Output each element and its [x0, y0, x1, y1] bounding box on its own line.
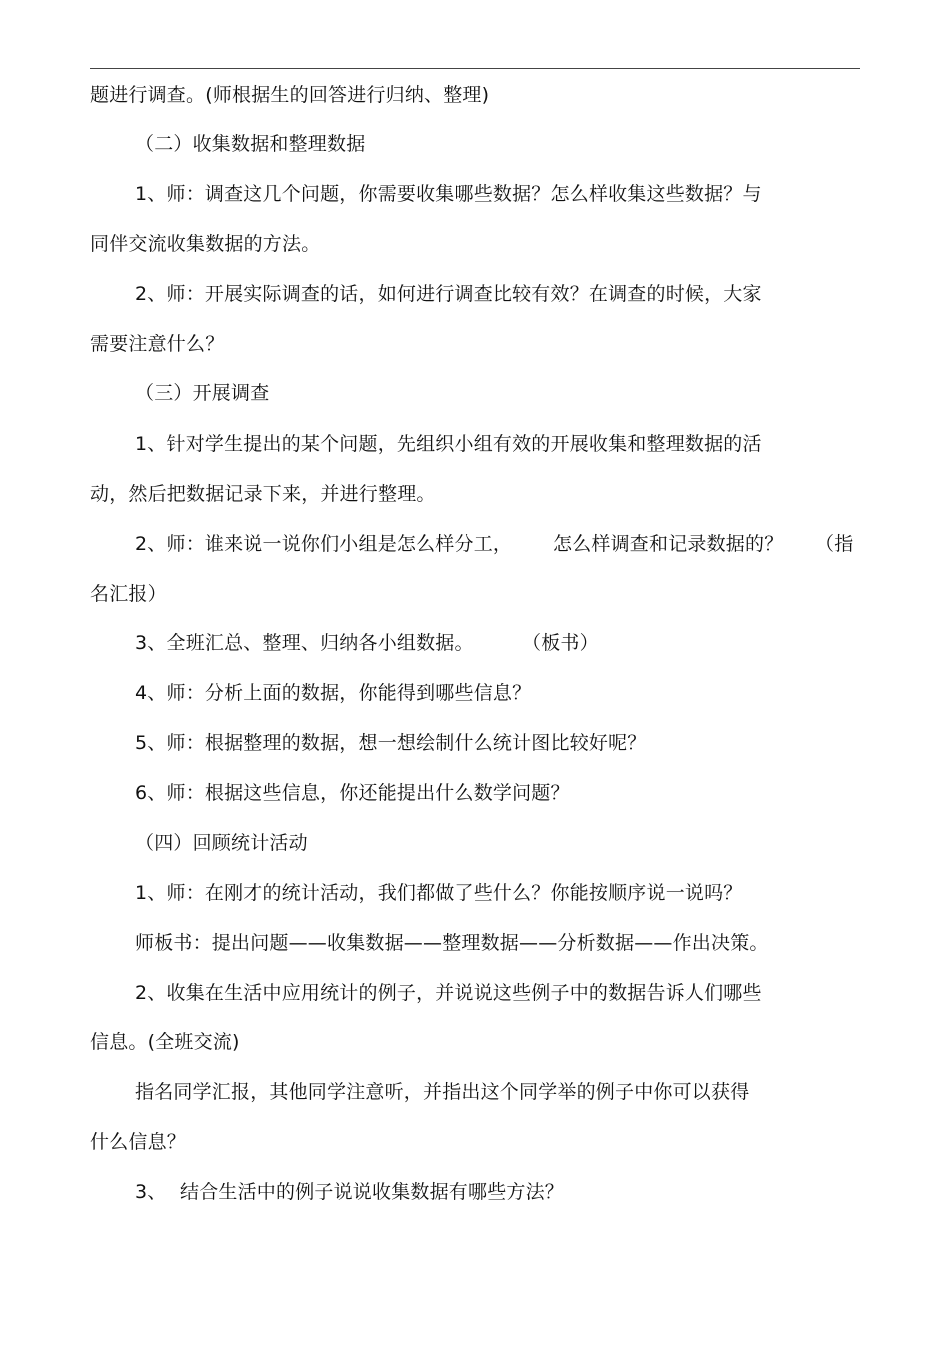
text-line: 怎么样调查和记录数据的？	[553, 533, 784, 555]
text-line: 5、师：根据整理的数据，想一想绘制什么统计图比较好呢？	[135, 732, 647, 754]
text-line: （指	[815, 533, 854, 555]
text-line: 2、师：谁来说一说你们小组是怎么样分工，	[135, 533, 513, 555]
text-line: 1、针对学生提出的某个问题，先组织小组有效的开展收集和整理数据的活	[135, 433, 762, 455]
text-line: 需要注意什么？	[90, 333, 225, 355]
text-line: 信息。(全班交流)	[90, 1031, 240, 1053]
text-line: 结合生活中的例子说说收集数据有哪些方法？	[180, 1181, 565, 1203]
text-line: 4、师：分析上面的数据，你能得到哪些信息？	[135, 682, 532, 704]
text-line: 题进行调查。(师根据生的回答进行归纳、整理)	[90, 84, 490, 106]
text-line: 2、收集在生活中应用统计的例子，并说说这些例子中的数据告诉人们哪些	[135, 982, 762, 1004]
header-rule	[90, 68, 860, 69]
text-line: 3、	[135, 1181, 167, 1203]
text-line: 2、师：开展实际调查的话，如何进行调查比较有效？在调查的时候，大家	[135, 283, 762, 305]
text-line: 名汇报）	[90, 583, 167, 605]
text-line: 6、师：根据这些信息，你还能提出什么数学问题？	[135, 782, 570, 804]
text-line: 同伴交流收集数据的方法。	[90, 233, 321, 255]
text-line: 3、全班汇总、整理、归纳各小组数据。	[135, 632, 474, 654]
text-line: 师板书：提出问题——收集数据——整理数据——分析数据——作出决策。	[135, 932, 769, 954]
text-line: 指名同学汇报，其他同学注意听，并指出这个同学举的例子中你可以获得	[135, 1081, 750, 1103]
text-line: 1、师：在刚才的统计活动，我们都做了些什么？你能按顺序说一说吗？	[135, 882, 743, 904]
text-line: 什么信息？	[90, 1131, 187, 1153]
text-line: 动，然后把数据记录下来，并进行整理。	[90, 483, 436, 505]
section-heading: （三）开展调查	[135, 382, 270, 404]
text-line: 1、师：调查这几个问题，你需要收集哪些数据？怎么样收集这些数据？与	[135, 183, 762, 205]
section-heading: （二）收集数据和整理数据	[135, 133, 366, 155]
section-heading: （四）回顾统计活动	[135, 832, 308, 854]
text-line: （板书）	[522, 632, 599, 654]
